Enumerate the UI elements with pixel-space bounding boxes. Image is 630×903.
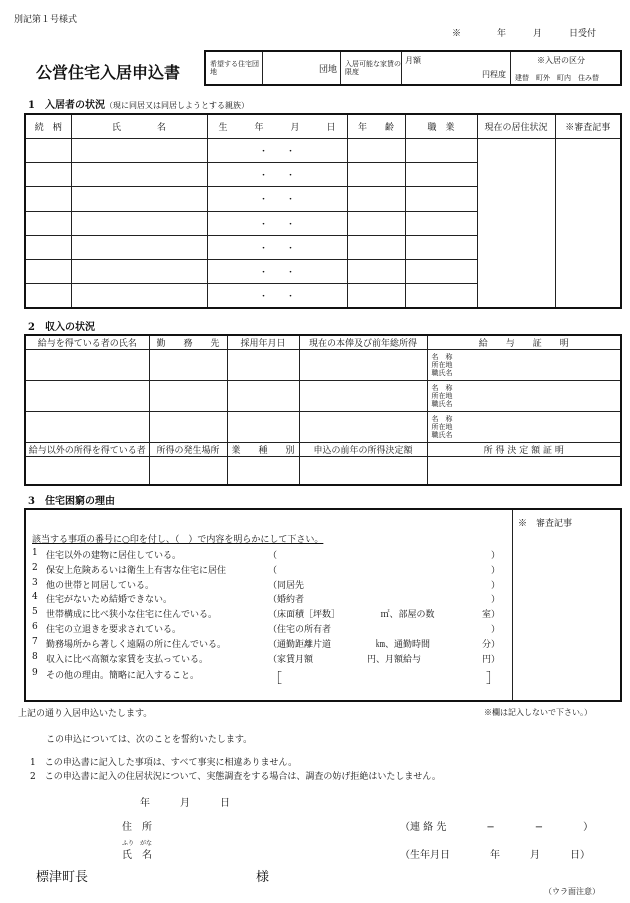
- other-income-cell[interactable]: [149, 457, 227, 485]
- cert-labels: 名 称 所在地 職氏名: [431, 384, 453, 408]
- income-cell[interactable]: [299, 350, 427, 381]
- resident-cell[interactable]: ・ ・: [207, 187, 347, 211]
- income-cell[interactable]: [149, 381, 227, 412]
- resident-cell[interactable]: ・ ・: [207, 235, 347, 259]
- resident-cell[interactable]: [405, 260, 477, 284]
- hardship-item[interactable]: [32, 607, 508, 620]
- hardship-item[interactable]: [32, 637, 508, 650]
- item-end: ）: [490, 565, 500, 576]
- item-text: 保安上危険あるいは衛生上有害な住宅に居住: [46, 565, 227, 576]
- cert-labels: 名 称 所在地 職氏名: [431, 415, 453, 439]
- monthly-label: 月額: [405, 56, 421, 65]
- resident-cell[interactable]: ・ ・: [207, 138, 347, 162]
- income-cell[interactable]: [299, 412, 427, 443]
- category-title: ※入居の区分: [537, 56, 585, 65]
- residents-table: [24, 113, 622, 309]
- hardship-box: [24, 508, 622, 702]
- resident-cell[interactable]: [405, 138, 477, 162]
- item-end: ）: [490, 595, 500, 606]
- resident-cell[interactable]: [25, 187, 71, 211]
- item-end: ）: [490, 551, 500, 561]
- page-title: 公営住宅入居申込書: [36, 63, 181, 82]
- resident-cell[interactable]: [71, 163, 207, 187]
- pledge-text: この申込については、次のことを誓約いたします。: [46, 735, 253, 745]
- income-header: 給与を得ている者の氏名: [25, 335, 149, 350]
- item-end: ）: [490, 580, 500, 591]
- residents-header: 年 齢: [347, 114, 405, 138]
- furigana-label: ふり がな: [122, 840, 153, 847]
- item-detail: （床面積［坪数］ ㎡、部屋の数: [268, 610, 435, 621]
- residents-header: 職 業: [405, 114, 477, 138]
- item-number: 9: [32, 668, 38, 679]
- section1-title: 1 入居者の状況（現に同居又は同居しようとする親族）: [28, 100, 249, 111]
- income-cell[interactable]: [25, 381, 149, 412]
- income-header: 給 与 証 明: [427, 335, 621, 350]
- item-text: 住宅以外の建物に居住している。: [46, 551, 182, 561]
- danchi-field[interactable]: 団地: [263, 51, 341, 85]
- item-number: 2: [32, 562, 38, 573]
- item-text: 住宅がないため結婚できない。: [46, 595, 173, 606]
- salary-cert-cell[interactable]: [427, 412, 621, 443]
- contact-label[interactable]: （連 絡 先 − − ）: [400, 822, 594, 833]
- salary-cert-cell[interactable]: [427, 350, 621, 381]
- table-row: [25, 412, 621, 443]
- item-end: 室）: [481, 610, 500, 621]
- resident-cell[interactable]: [71, 284, 207, 308]
- resident-cell[interactable]: [71, 138, 207, 162]
- income-table: [24, 334, 622, 486]
- hardship-instruction: 該当する事項の番号に○印を付し、（ ）で内容を明らかにして下さい。: [32, 535, 324, 545]
- resident-cell[interactable]: ・ ・: [207, 163, 347, 187]
- item-end: 円）: [481, 654, 500, 665]
- item-detail: （: [268, 565, 278, 576]
- hardship-item[interactable]: [32, 652, 508, 665]
- resident-cell[interactable]: [25, 163, 71, 187]
- income-header: 所得の発生場所: [149, 443, 227, 457]
- item-detail: （住宅の所有者: [268, 625, 332, 635]
- rent-label: 入居可能な家賃の限度: [341, 51, 402, 85]
- resident-cell[interactable]: [347, 284, 405, 308]
- item-number: 7: [32, 636, 38, 647]
- resident-cell[interactable]: [25, 284, 71, 308]
- item-text: 他の世帯と同居している。: [46, 580, 155, 591]
- resident-cell[interactable]: ・ ・: [207, 284, 347, 308]
- resident-cell[interactable]: [71, 235, 207, 259]
- income-header: 現在の本俸及び前年総所得: [299, 335, 427, 350]
- item-end: 分）: [481, 639, 500, 650]
- resident-cell[interactable]: [405, 211, 477, 235]
- sama-label: 様: [256, 870, 270, 885]
- name-label: 氏 名: [122, 850, 152, 861]
- category-options[interactable]: 建替 町外 町内 住み替: [515, 74, 599, 82]
- pledge-2: 2 この申込書に記入の住居状況について、実態調査をする場合は、調査の妨げ拒絶はいたしません。: [30, 772, 441, 782]
- income-cell[interactable]: [25, 350, 149, 381]
- residents-header: 続 柄: [25, 114, 71, 138]
- item-detail: （同居先: [268, 580, 305, 591]
- item-number: 5: [32, 607, 38, 618]
- resident-cell[interactable]: [405, 235, 477, 259]
- birthdate-label[interactable]: （生年月日 年 月 日）: [400, 850, 590, 861]
- item-text: その他の理由。簡略に記入すること。: [46, 671, 200, 682]
- resident-cell[interactable]: [25, 211, 71, 235]
- income-cell[interactable]: [227, 412, 299, 443]
- item-number: 4: [32, 592, 38, 603]
- resident-cell[interactable]: [347, 211, 405, 235]
- hardship-item[interactable]: [32, 548, 508, 561]
- apply-text: 上記の通り入居申込いたします。: [18, 709, 153, 719]
- income-cell[interactable]: [227, 381, 299, 412]
- received-date: ※ 年 月 日受付: [452, 29, 597, 39]
- item-text: 勤務場所から著しく遠隔の所に住んでいる。: [46, 639, 227, 650]
- item-number: 6: [32, 622, 38, 632]
- table-row: [25, 350, 621, 381]
- mayor-label: 標津町長: [36, 870, 89, 885]
- rent-field[interactable]: [402, 51, 511, 85]
- residents-header: ※審査記事: [555, 114, 621, 138]
- review-divider: [512, 510, 513, 700]
- income-header: 申込の前年の所得決定額: [299, 443, 427, 457]
- hardship-item[interactable]: [32, 563, 508, 576]
- about-label: 円程度: [482, 70, 506, 79]
- section3-title: 3 住宅困窮の理由: [28, 496, 115, 507]
- income-cell[interactable]: [149, 412, 227, 443]
- resident-cell[interactable]: [405, 284, 477, 308]
- item-detail: （: [268, 551, 278, 561]
- resident-cell[interactable]: [347, 163, 405, 187]
- hardship-item[interactable]: [32, 578, 508, 591]
- resident-cell[interactable]: [347, 138, 405, 162]
- header-table: [204, 50, 622, 86]
- hardship-item[interactable]: [32, 668, 508, 688]
- resident-cell[interactable]: [71, 260, 207, 284]
- form-number: 別記第１号様式: [14, 15, 78, 25]
- income-cell[interactable]: [25, 412, 149, 443]
- item-text: 住宅の立退きを要求されている。: [46, 625, 182, 635]
- category-cell: [511, 51, 622, 85]
- item-text: 世帯構成に比べ狭小な住宅に住んでいる。: [46, 610, 218, 621]
- sign-date[interactable]: 年 月 日: [140, 798, 230, 809]
- residents-header: 氏 名: [71, 114, 207, 138]
- other-income-cell[interactable]: [25, 457, 149, 485]
- item-detail: （婚約者: [268, 595, 305, 606]
- resident-cell[interactable]: [71, 211, 207, 235]
- item-number: 8: [32, 651, 38, 662]
- item-detail: （通勤距離片道 ㎞、通勤時間: [268, 639, 431, 650]
- item-detail: （家賃月額 円、月額給与: [268, 654, 422, 665]
- hardship-item[interactable]: [32, 592, 508, 605]
- resident-cell[interactable]: [25, 235, 71, 259]
- review-label: ※ 審査記事: [518, 519, 573, 529]
- pledge-1: 1 この申込書に記入した事項は、すべて事実に相違ありません。: [30, 758, 298, 768]
- resident-cell[interactable]: [405, 187, 477, 211]
- resident-cell[interactable]: [405, 163, 477, 187]
- item-end: ）: [490, 625, 500, 635]
- residents-header: 現在の居住状況: [477, 114, 555, 138]
- item-text: 収入に比べ高額な家賃を支払っている。: [46, 654, 209, 665]
- item-number: 1: [32, 548, 38, 558]
- resident-cell[interactable]: [347, 187, 405, 211]
- income-cell[interactable]: [227, 350, 299, 381]
- resident-cell[interactable]: [25, 138, 71, 162]
- table-row: [25, 443, 621, 457]
- item-detail: ［: [268, 671, 282, 688]
- address-label: 住 所: [122, 822, 152, 833]
- resident-cell[interactable]: [347, 235, 405, 259]
- income-header: 採用年月日: [227, 335, 299, 350]
- section2-title: 2 収入の状況: [28, 322, 95, 333]
- table-row: [25, 138, 621, 162]
- resident-cell[interactable]: ・ ・: [207, 211, 347, 235]
- residents-header: 生 年 月 日: [207, 114, 347, 138]
- cert-labels: 名 称 所在地 職氏名: [431, 353, 453, 377]
- residence-status-cell[interactable]: [477, 138, 555, 308]
- income-header: 給与以外の所得を得ている者: [25, 443, 149, 457]
- wish-label: 希望する住宅団地: [205, 51, 263, 85]
- table-row: [25, 457, 621, 485]
- hardship-item[interactable]: [32, 622, 508, 635]
- income-header: 所 得 決 定 額 証 明: [427, 443, 621, 457]
- salary-cert-cell[interactable]: [427, 381, 621, 412]
- table-row: [25, 381, 621, 412]
- item-end: ］: [486, 671, 500, 688]
- note-text: ※欄は記入しないで下さい。）: [484, 708, 592, 717]
- income-cell[interactable]: [299, 381, 427, 412]
- resident-cell[interactable]: [347, 260, 405, 284]
- income-cell[interactable]: [149, 350, 227, 381]
- other-income-cell[interactable]: [227, 457, 299, 485]
- other-income-cell[interactable]: [427, 457, 621, 485]
- income-header: 業 種 別: [227, 443, 299, 457]
- resident-cell[interactable]: [25, 260, 71, 284]
- resident-cell[interactable]: ・ ・: [207, 260, 347, 284]
- income-header: 勤 務 先: [149, 335, 227, 350]
- resident-cell[interactable]: [71, 187, 207, 211]
- section1-note: （現に同居又は同居しようとする親族）: [104, 101, 249, 110]
- item-number: 3: [32, 577, 38, 588]
- other-income-cell[interactable]: [299, 457, 427, 485]
- back-note: （ウラ面注意）: [544, 887, 600, 896]
- review-cell: [555, 138, 621, 308]
